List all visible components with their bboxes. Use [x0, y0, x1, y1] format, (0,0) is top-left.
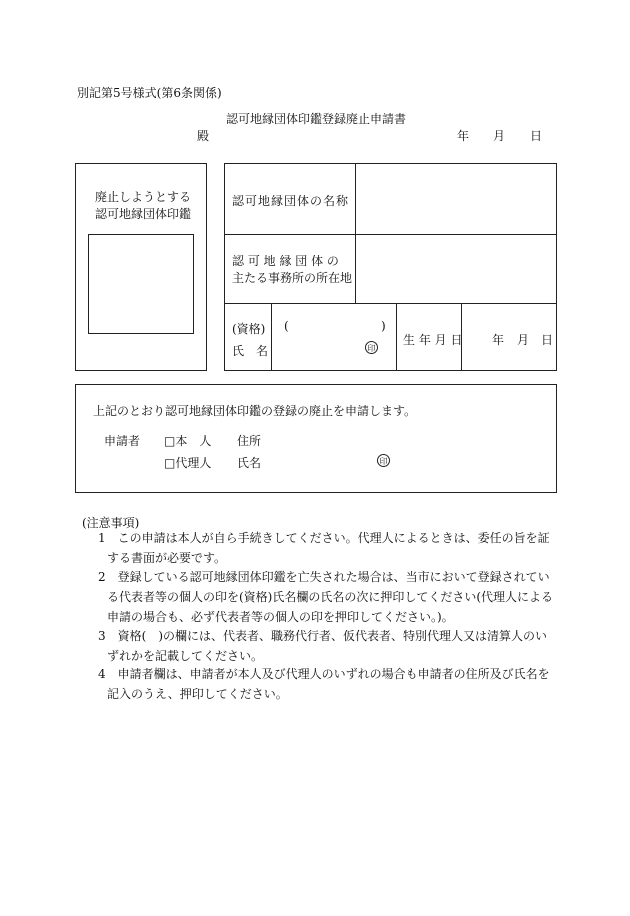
- note-1-line-1: 1 この申請は本人が自ら手続きしてください。代理人によるときは、委任の旨を証: [98, 531, 550, 545]
- note-1: [98, 528, 558, 568]
- note-4-line-1: 4 申請者欄は、申請者が本人及び代理人のいずれの場合も申請者の住所及び氏名を: [98, 667, 550, 681]
- note-4: [98, 664, 558, 704]
- notes-heading: (注意事項): [82, 516, 140, 530]
- table-col-divider-b: [396, 303, 397, 371]
- birth-date-label: 生 年 月 日: [403, 333, 463, 347]
- date-day-label: 日: [530, 129, 543, 143]
- form-id: 別記第5号様式(第6条関係): [77, 86, 222, 100]
- date-month-label: 月: [493, 129, 506, 143]
- representative-seal-mark: 印: [365, 341, 378, 354]
- applicant-address-label: 住所: [237, 434, 262, 448]
- note-3-line-2: ずれかを記載してください。: [107, 649, 264, 663]
- birth-day-label: 日: [541, 333, 554, 347]
- date-year-label: 年: [457, 129, 470, 143]
- applicant-name-label: 氏名: [237, 456, 262, 470]
- group-address-label-line2: 主たる事務所の所在地: [232, 271, 353, 285]
- qualification-open-paren: (: [284, 319, 289, 333]
- note-2-line-3: 申請の場合も、必ず代表者等の個人の印を押印してください。)。: [107, 610, 454, 624]
- table-divider-1: [224, 234, 557, 235]
- note-2: [98, 567, 558, 627]
- seal-box-label-line1: 廃止しようとする: [95, 190, 192, 204]
- applicant-name-field[interactable]: [265, 452, 370, 470]
- note-3-line-1: 3 資格( )の欄には、代表者、職務代行者、仮代表者、特別代理人又は清算人のい: [98, 629, 548, 643]
- note-3: [98, 626, 558, 666]
- addressee-suffix: 殿: [197, 129, 210, 143]
- note-2-line-2: る代表者等の個人の印を(資格)氏名欄の氏名の次に押印してください(代理人による: [107, 590, 554, 604]
- seal-impression-area[interactable]: [88, 234, 194, 334]
- group-address-field[interactable]: [357, 236, 555, 302]
- qualification-name-field[interactable]: [273, 305, 395, 369]
- person-name-label: 氏 名: [232, 344, 269, 358]
- group-name-field[interactable]: [357, 165, 555, 233]
- applicant-label: 申請者: [104, 434, 141, 448]
- table-label-divider: [355, 163, 356, 303]
- qualification-label: (資格): [232, 322, 266, 336]
- application-statement: 上記のとおり認可地縁団体印鑑の登録の廃止を申請します。: [93, 404, 417, 418]
- note-2-line-1: 2 登録している認可地縁団体印鑑を亡失された場合は、当市において登録されてい: [98, 570, 550, 584]
- applicant-seal-mark: 印: [377, 454, 390, 467]
- note-1-line-2: する書面が必要です。: [107, 551, 227, 565]
- applicant-address-field[interactable]: [265, 430, 545, 448]
- birth-year-label: 年: [492, 333, 505, 347]
- qualification-close-paren: ): [381, 319, 386, 333]
- group-address-label-line1: 認 可 地 縁 団 体 の: [232, 254, 339, 268]
- group-name-label: 認可地縁団体の名称: [232, 194, 350, 208]
- seal-box-label-line2: 認可地縁団体印鑑: [95, 207, 192, 221]
- applicant-self-checkbox[interactable]: □本 人: [164, 434, 212, 448]
- table-divider-2: [224, 303, 557, 304]
- table-col-divider-a: [271, 303, 272, 371]
- applicant-proxy-checkbox[interactable]: □代理人: [164, 456, 212, 470]
- page-title: 認可地縁団体印鑑登録廃止申請書: [226, 112, 407, 126]
- birth-month-label: 月: [517, 333, 530, 347]
- note-4-line-2: 記入のうえ、押印してください。: [107, 687, 288, 701]
